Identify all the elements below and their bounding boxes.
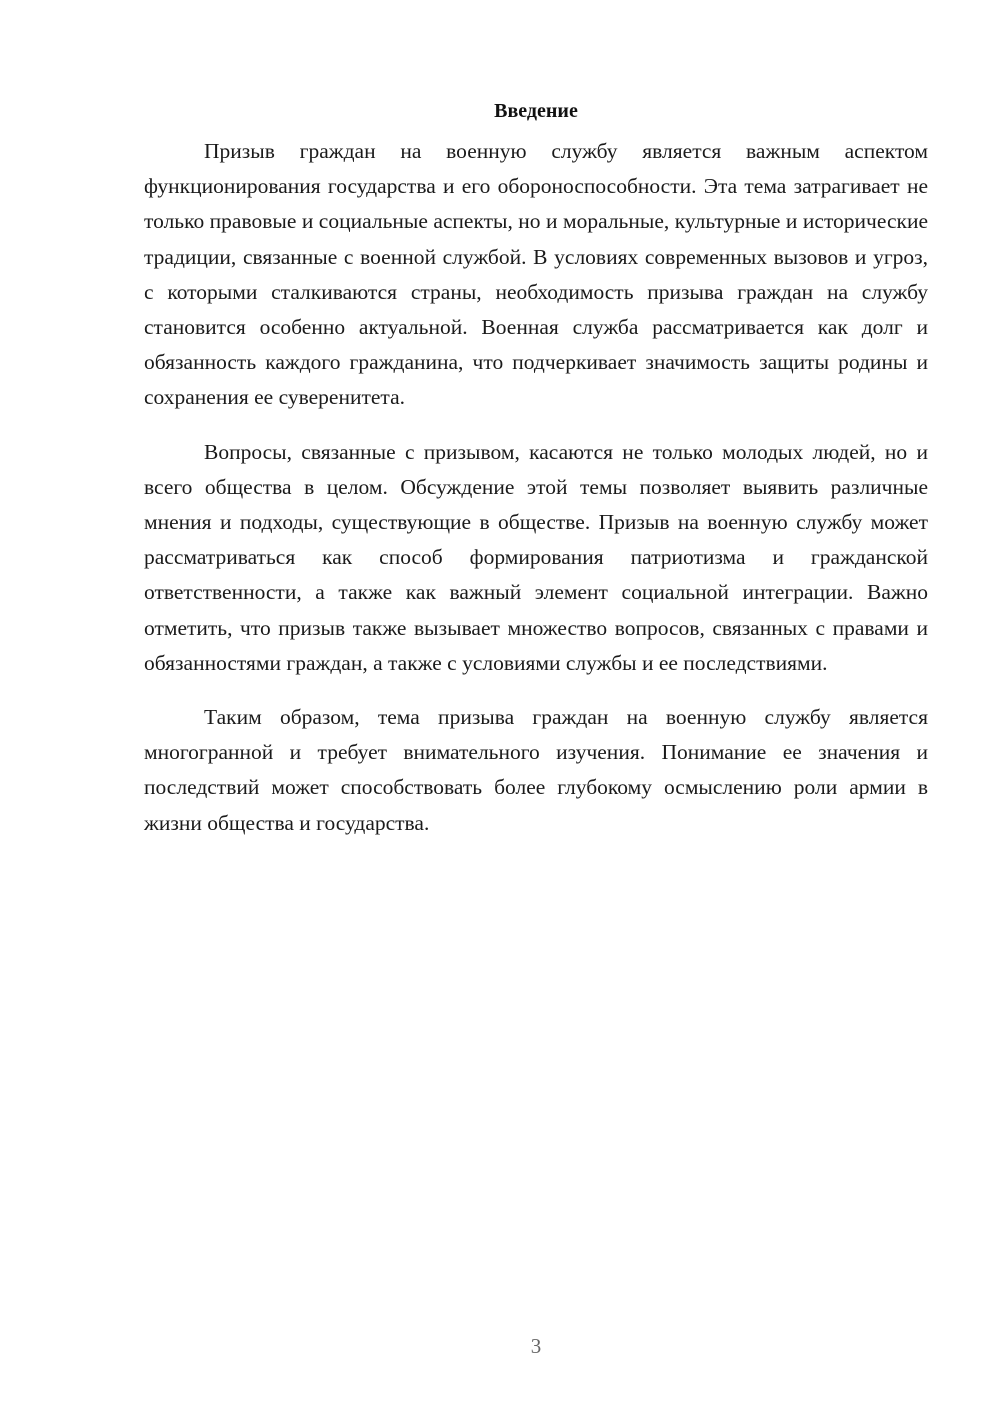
page-number: 3 [530, 1334, 542, 1358]
section-title: Введение [494, 100, 578, 122]
page-body [144, 96, 928, 841]
paragraph-3: Таким образом, тема призыва граждан на военную службу является многогранной и требует внимательного изучения. Понимание ее значения и последствий может способствовать более глубокому осмыслению роли армии в жизни общества и государства. [144, 705, 928, 835]
page-number-footer [0, 1332, 1000, 1360]
paragraph-2: Вопросы, связанные с призывом, касаются не только молодых людей, но и всего общества в целом. Обсуждение этой темы позволяет выявить различные мнения и подходы, существующие в обществе. Призыв на военную службу может рассматриваться как способ формирования патриотизма и гражданской ответственности, а также как важный элемент социальной интеграции. Важно отметить, что призыв также вызывает множество вопросов, связанных с правами и обязанностями граждан, а также с условиями службы и ее последствиями. [144, 439, 928, 675]
paragraph-1: Призыв граждан на военную службу является важным аспектом функционирования государства и его обороноспособности. Эта тема затрагивает не только правовые и социальные аспекты, но и моральные, культурные и исторические традиции, связанные с военной службой. В условиях современных вызовов и угроз, с которыми сталкиваются страны, необходимость призыва граждан на службу становится особенно актуальной. Военная служба рассматривается как долг и обязанность каждого гражданина, что подчеркивает значимость защиты родины и сохранения ее суверенитета. [144, 139, 928, 410]
